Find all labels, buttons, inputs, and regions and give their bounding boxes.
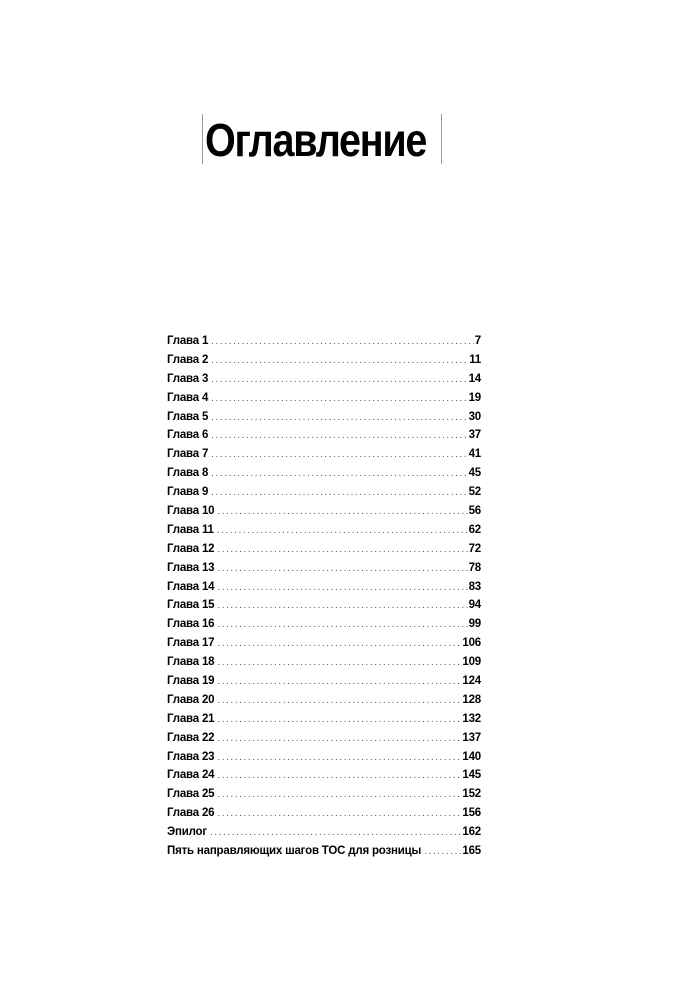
toc-entry[interactable] bbox=[167, 426, 481, 445]
toc-entry[interactable] bbox=[167, 823, 481, 842]
toc-leader-dots bbox=[217, 786, 461, 805]
toc-entry[interactable] bbox=[167, 710, 481, 729]
toc-entry-label: Глава 26 bbox=[167, 807, 215, 820]
toc-leader-dots bbox=[217, 503, 467, 522]
toc-entry[interactable] bbox=[167, 389, 481, 408]
toc-entry-page-number: 145 bbox=[462, 769, 481, 782]
toc-entry-label: Пять направляющих шагов TOC для розницы bbox=[167, 845, 422, 858]
toc-leader-dots bbox=[210, 824, 461, 843]
toc-entry-page-number: 156 bbox=[462, 807, 481, 820]
toc-leader-dots bbox=[211, 465, 467, 484]
toc-entry-page-number: 72 bbox=[468, 542, 481, 555]
toc-leader-dots bbox=[217, 616, 467, 635]
toc-entry[interactable] bbox=[167, 559, 481, 578]
toc-entry-page-number: 94 bbox=[468, 599, 481, 612]
toc-entry[interactable] bbox=[167, 408, 481, 427]
toc-entry[interactable] bbox=[167, 766, 481, 785]
toc-entry-page-number: 140 bbox=[462, 750, 481, 763]
toc-leader-dots bbox=[217, 749, 461, 768]
toc-entry[interactable] bbox=[167, 634, 481, 653]
toc-entry-page-number: 128 bbox=[462, 693, 481, 706]
toc-entry-page-number: 152 bbox=[462, 788, 481, 801]
title-rule-right bbox=[441, 114, 442, 164]
toc-entry-label: Глава 1 bbox=[167, 335, 209, 347]
toc-entry-label: Глава 9 bbox=[167, 486, 209, 499]
table-of-contents bbox=[167, 332, 481, 861]
toc-entry-page-number: 37 bbox=[468, 429, 481, 442]
toc-leader-dots bbox=[217, 522, 468, 541]
toc-entry[interactable] bbox=[167, 502, 481, 521]
toc-leader-dots bbox=[217, 767, 461, 786]
toc-entry-page-number: 14 bbox=[468, 372, 481, 385]
toc-entry[interactable] bbox=[167, 578, 481, 597]
toc-entry-page-number: 56 bbox=[468, 505, 481, 518]
toc-entry[interactable] bbox=[167, 483, 481, 502]
toc-entry-label: Глава 22 bbox=[167, 731, 215, 744]
toc-entry-label: Глава 21 bbox=[167, 712, 215, 725]
toc-entry-label: Глава 23 bbox=[167, 750, 215, 763]
toc-entry[interactable] bbox=[167, 748, 481, 767]
toc-leader-dots bbox=[217, 673, 461, 692]
page-title-block bbox=[202, 112, 442, 168]
toc-entry[interactable] bbox=[167, 351, 481, 370]
toc-entry-page-number: 99 bbox=[468, 618, 481, 631]
toc-entry[interactable] bbox=[167, 370, 481, 389]
toc-entry-label: Глава 3 bbox=[167, 372, 209, 385]
toc-leader-dots bbox=[211, 427, 467, 446]
toc-entry[interactable] bbox=[167, 445, 481, 464]
page-title: Оглавление bbox=[205, 114, 427, 166]
toc-entry[interactable] bbox=[167, 521, 481, 540]
toc-entry-label: Глава 16 bbox=[167, 618, 215, 631]
toc-entry-page-number: 162 bbox=[462, 826, 481, 839]
toc-entry-page-number: 83 bbox=[468, 580, 481, 593]
toc-entry[interactable] bbox=[167, 596, 481, 615]
toc-entry-label: Глава 19 bbox=[167, 675, 215, 688]
toc-entry-page-number: 132 bbox=[462, 712, 481, 725]
toc-entry[interactable] bbox=[167, 804, 481, 823]
toc-entry-page-number: 106 bbox=[462, 637, 481, 650]
toc-entry-page-number: 165 bbox=[462, 845, 481, 858]
toc-leader-dots bbox=[217, 692, 461, 711]
toc-entry-label: Глава 5 bbox=[167, 410, 209, 423]
toc-entry-label: Глава 8 bbox=[167, 467, 209, 480]
toc-entry-label: Глава 12 bbox=[167, 542, 215, 555]
toc-entry[interactable] bbox=[167, 729, 481, 748]
toc-entry[interactable] bbox=[167, 785, 481, 804]
toc-entry-label: Глава 11 bbox=[167, 523, 214, 536]
toc-entry-label: Глава 7 bbox=[167, 448, 209, 461]
toc-leader-dots bbox=[217, 654, 461, 673]
toc-leader-dots bbox=[217, 560, 467, 579]
toc-leader-dots bbox=[217, 805, 461, 824]
toc-entry-page-number: 109 bbox=[462, 656, 481, 669]
toc-leader-dots bbox=[211, 333, 474, 352]
toc-entry-label: Глава 2 bbox=[167, 353, 209, 366]
toc-entry[interactable] bbox=[167, 672, 481, 691]
toc-entry-page-number: 41 bbox=[468, 448, 481, 461]
toc-entry-label: Глава 24 bbox=[167, 769, 215, 782]
toc-entry[interactable] bbox=[167, 653, 481, 672]
toc-leader-dots bbox=[217, 579, 467, 598]
toc-entry-label: Эпилог bbox=[167, 826, 207, 839]
toc-entry-label: Глава 25 bbox=[167, 788, 215, 801]
toc-leader-dots bbox=[211, 352, 468, 371]
toc-entry-page-number: 19 bbox=[468, 391, 481, 404]
toc-entry-label: Глава 13 bbox=[167, 561, 215, 574]
toc-entry-page-number: 7 bbox=[474, 335, 481, 347]
toc-entry-label: Глава 15 bbox=[167, 599, 215, 612]
toc-leader-dots bbox=[211, 446, 467, 465]
toc-leader-dots bbox=[217, 597, 467, 616]
toc-entry[interactable] bbox=[167, 615, 481, 634]
toc-leader-dots bbox=[217, 635, 461, 654]
toc-entry-page-number: 52 bbox=[468, 486, 481, 499]
toc-leader-dots bbox=[217, 711, 461, 730]
toc-leader-dots bbox=[211, 484, 467, 503]
toc-entry-label: Глава 4 bbox=[167, 391, 209, 404]
toc-entry-label: Глава 17 bbox=[167, 637, 215, 650]
toc-entry[interactable] bbox=[167, 332, 481, 351]
toc-entry[interactable] bbox=[167, 691, 481, 710]
toc-leader-dots bbox=[211, 371, 467, 390]
toc-leader-dots bbox=[217, 541, 467, 560]
toc-leader-dots bbox=[211, 409, 467, 428]
toc-entry-label: Глава 10 bbox=[167, 505, 215, 518]
toc-entry-page-number: 45 bbox=[468, 467, 481, 480]
toc-entry-page-number: 11 bbox=[469, 353, 481, 366]
toc-leader-dots bbox=[217, 730, 461, 749]
toc-entry[interactable] bbox=[167, 540, 481, 559]
toc-entry[interactable] bbox=[167, 842, 481, 861]
toc-entry-label: Глава 6 bbox=[167, 429, 209, 442]
toc-leader-dots bbox=[424, 843, 461, 862]
toc-entry-page-number: 30 bbox=[468, 410, 481, 423]
toc-entry-label: Глава 18 bbox=[167, 656, 215, 669]
title-rule-left bbox=[202, 114, 203, 164]
toc-entry-page-number: 78 bbox=[468, 561, 481, 574]
toc-entry-page-number: 124 bbox=[462, 675, 481, 688]
toc-entry[interactable] bbox=[167, 464, 481, 483]
toc-entry-page-number: 62 bbox=[468, 523, 481, 536]
toc-entry-page-number: 137 bbox=[462, 731, 481, 744]
toc-leader-dots bbox=[211, 390, 467, 409]
toc-entry-label: Глава 20 bbox=[167, 693, 215, 706]
toc-entry-label: Глава 14 bbox=[167, 580, 215, 593]
